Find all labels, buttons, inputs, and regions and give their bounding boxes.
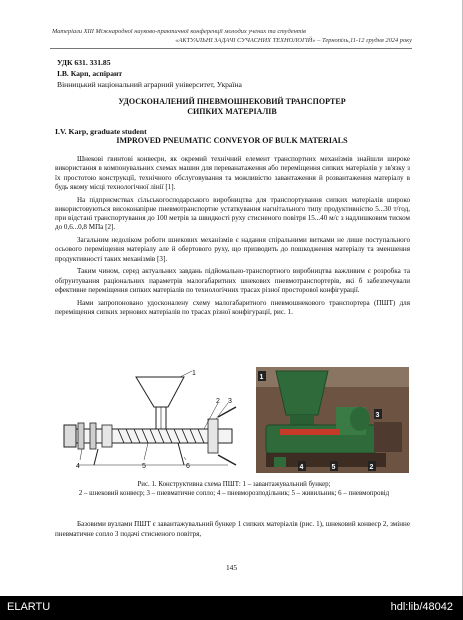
paragraph: Загальним недоліком роботи шнекових механізмів є надання спіральними витками не лише поступального осьового переміщення матеріалу але й обертового руху, що призводить до пошкодження матеріалу та зменшення продуктивності таких механізмів [3]. (55, 236, 410, 263)
repository-name: ELARTU (7, 601, 51, 613)
schematic-label: 2 (216, 398, 220, 405)
conveyor-schematic (58, 367, 248, 475)
caption-line-1: Рис. 1. Конструктивна схема ПШТ: 1 – завантажувальний бункер; (137, 481, 331, 488)
page-number: 145 (225, 563, 238, 572)
paragraph: На підприємствах сільськогосподарського виробництва для транспортування сипких матеріалів широко використовуються високонапірне пневмотранспортне устаткування нагнітального типу продуктивністю 5...30 т/год, при відстані транспортування до 100 метрів за швидкості руху стисненого повітря 15...40 м/с з надлишковим тиском до 0,6...0,8 МПа [2]. (55, 195, 410, 232)
photo-label: 2 (369, 464, 374, 471)
schematic-label: 1 (192, 370, 196, 377)
running-header (52, 27, 412, 45)
udk-code: УДК 631. 331.85 (57, 58, 111, 67)
conveyor-photo-drawing (256, 367, 409, 473)
header-divider (50, 48, 412, 49)
viewer-footer-bar (0, 596, 463, 620)
conveyor-photo (256, 367, 409, 473)
photo-label: 5 (331, 464, 336, 471)
author-english: I.V. Karp, graduate student (55, 127, 147, 136)
header-line-2: «АКТУАЛЬНІ ЗАДАЧІ СУЧАСНИХ ТЕХНОЛОГІЙ» – Тернопіль,11-12 грудня 2024 року (175, 37, 412, 44)
schematic-label: 3 (228, 398, 232, 405)
article-body (55, 155, 410, 321)
schematic-label: 6 (186, 463, 190, 470)
title-english: IMPROVED PNEUMATIC CONVEYOR OF BULK MATERIALS (116, 136, 348, 145)
paragraph: Базовими вузлами ПШТ є завантажувальний бункер 1 сипких матеріалів (рис. 1), шнековий конвеєр 2, змінне пневматичне сопло 3 подачі стисненого повітря, (55, 520, 410, 538)
photo-label: 1 (259, 374, 264, 381)
author-ua: І.В. Карп, аспірант (57, 69, 123, 78)
handle-link[interactable]: hdl:lib/48042 (390, 601, 453, 613)
paragraph: Шнекові гвинтові конвеєри, як окремий технічний елемент транспортних механізмів знайшли широке використання в компонувальних схемах машин для переванатаження або переміщення сипких матеріалів у зв'язку з їх простотою конструкції, технічного обслуговування та можливістю завантаження й розвантаження матеріалу в будь якому місці технологічної лінії [1]. (55, 155, 410, 191)
paragraph: Нами запропоновано удосконалену схему малогабаритного пневмошнекового транспортера (ПШТ) для переміщення сипких зернових матеріалів по трасах різної конфігурації, рис. 1. (55, 298, 410, 316)
schematic-label: 5 (142, 463, 146, 470)
article-body-continued (55, 519, 410, 539)
title-ua-line-1: УДОСКОНАЛЕНИЙ ПНЕВМОШНЕКОВИЙ ТРАНСПОРТЕР (118, 97, 346, 106)
schematic-label: 4 (76, 463, 80, 470)
caption-line-2: 2 – шнековий конвеєр; 3 – пневматичне сопло; 4 – пневморозподільник; 5 – живильник; 6 – пневмопровід (78, 490, 390, 497)
affiliation: Вінницький національний аграрний університет, Україна (57, 80, 242, 89)
paragraph: Таким чином, серед актуальних завдань підйомально-транспортного виробництва важливим є розробка та обґрунтування раціональних параметрів малогабаритних шнекових пневмотранспортерів, які б забезпечували ефективне переміщення сипких матеріалів по технологічних трасах різної просторової конфігурації. (55, 267, 410, 294)
title-ukrainian (52, 97, 412, 117)
header-line-1: Матеріали XIII Міжнародної науково-практичної конференції молодих учених та студентів (52, 28, 306, 35)
article-meta (57, 57, 417, 90)
figure-caption (55, 480, 413, 498)
title-ua-line-2: СИПКИХ МАТЕРІАЛІВ (187, 107, 277, 116)
figure-1 (58, 367, 413, 475)
photo-label: 3 (375, 412, 380, 419)
photo-label: 4 (299, 464, 304, 471)
